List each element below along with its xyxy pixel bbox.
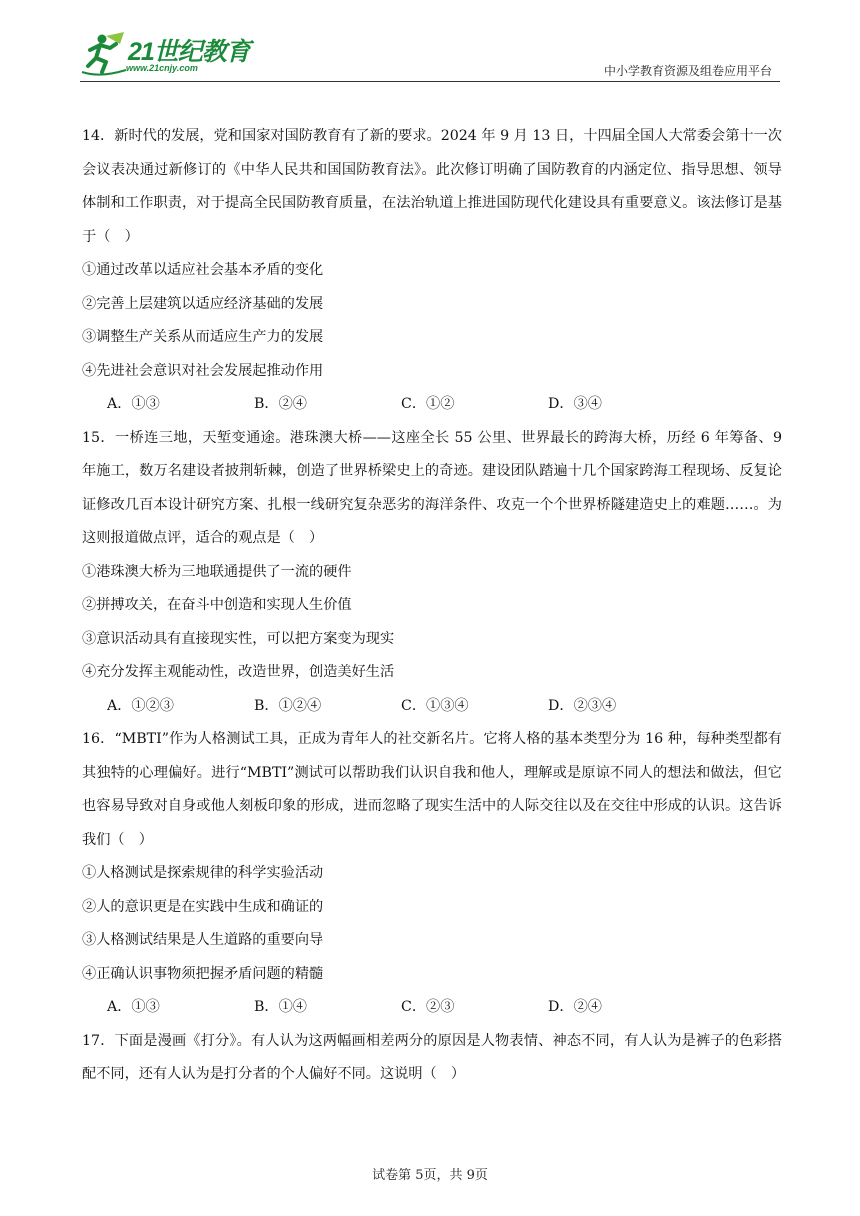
logo-brand-text: 21世纪教育	[128, 38, 250, 66]
question-15	[82, 422, 782, 724]
choice-a[interactable]: A．①③	[107, 396, 160, 412]
choice-b[interactable]: B．①②④	[254, 697, 322, 714]
choice-d[interactable]: D．②③④	[548, 697, 617, 714]
statement-option: ③人格测试结果是人生道路的重要向导	[82, 932, 324, 948]
statement-option: ①通过改革以适应社会基本矛盾的变化	[82, 262, 324, 278]
question-16	[82, 723, 782, 1025]
question-14	[82, 120, 782, 422]
choice-a[interactable]: A．①②③	[107, 697, 174, 714]
choice-b[interactable]: B．②④	[254, 396, 307, 412]
answer-choices	[82, 690, 782, 724]
question-stem: 14．新时代的发展，党和国家对国防教育有了新的要求。2024 年 9 月 13 日，十四届全国人大常委会第十一次会议表决通过新修订的《中华人民共和国国防教育法》。此次修订明确了国防教育的内涵定位、指导思想、领导体制和工作职责，对于提高全民国防教育质量，在法治轨道上推进国防现代化建设具有重要意义。该法修订是基于（ ）	[82, 128, 782, 245]
choice-c[interactable]: C．②③	[401, 999, 455, 1015]
answer-choices	[82, 388, 782, 422]
question-stem: 15．一桥连三地，天堑变通途。港珠澳大桥——这座全长 55 公里、世界最长的跨海大桥，历经 6 年筹备、9 年施工，数万名建设者披荆斩棘，创造了世界桥梁史上的奇迹。建设团队踏遍十几个国家跨海工程现场、反复论证修改几百本设计研究方案、扎根一线研究复杂恶劣的海洋条件、攻克一个个世界桥隧建造史上的难题……。为这则报道做点评，适合的观点是（ ）	[82, 429, 782, 546]
page-number: 试卷第 5页，共 9页	[372, 1168, 488, 1183]
question-stem: 17．下面是漫画《打分》。有人认为这两幅画相差两分的原因是人物表情、神态不同，有人认为是裤子的色彩搭配不同，还有人认为是打分者的个人偏好不同。这说明（ ）	[82, 1032, 782, 1082]
choice-c[interactable]: C．①③④	[401, 697, 469, 714]
header-divider	[80, 81, 780, 82]
page-header	[0, 0, 860, 86]
question-17	[82, 1025, 782, 1092]
choice-d[interactable]: D．②④	[548, 999, 602, 1015]
choice-a[interactable]: A．①③	[107, 999, 160, 1015]
choice-c[interactable]: C．①②	[401, 396, 455, 412]
statement-option: ④充分发挥主观能动性，改造世界，创造美好生活	[82, 664, 395, 680]
platform-tagline: 中小学教育资源及组卷应用平台	[603, 64, 772, 78]
statement-option: ②人的意识更是在实践中生成和确证的	[82, 898, 324, 915]
choice-d[interactable]: D．③④	[548, 396, 602, 412]
logo-url-text: www.21cnjy.com	[126, 63, 198, 73]
statement-option: ④先进社会意识对社会发展起推动作用	[82, 362, 324, 379]
question-stem: 16．“MBTI”作为人格测试工具，正成为青年人的社交新名片。它将人格的基本类型分为 16 种，每种类型都有其独特的心理偏好。进行“MBTI”测试可以帮助我们认识自我和他人，理解或是原谅不同人的想法和做法，但它也容易导致对自身或他人刻板印象的形成，进而忽略了现实生活中的人际交往以及在交往中形成的认识。这告诉我们（ ）	[82, 731, 782, 848]
statement-option: ③调整生产关系从而适应生产力的发展	[82, 329, 324, 345]
runner-logo-icon	[80, 30, 128, 78]
statement-option: ②完善上层建筑以适应经济基础的发展	[82, 295, 324, 312]
statement-option: ①人格测试是探索规律的科学实验活动	[82, 865, 324, 881]
answer-choices	[82, 991, 782, 1025]
logo	[80, 30, 260, 78]
choice-b[interactable]: B．①④	[254, 999, 307, 1015]
statement-option: ①港珠澳大桥为三地联通提供了一流的硬件	[82, 563, 352, 580]
statement-option: ④正确认识事物须把握矛盾问题的精髓	[82, 965, 324, 982]
statement-option: ③意识活动具有直接现实性，可以把方案变为现实	[82, 630, 395, 647]
question-list	[82, 120, 782, 1092]
statement-option: ②拼搏攻关，在奋斗中创造和实现人生价值	[82, 597, 352, 613]
